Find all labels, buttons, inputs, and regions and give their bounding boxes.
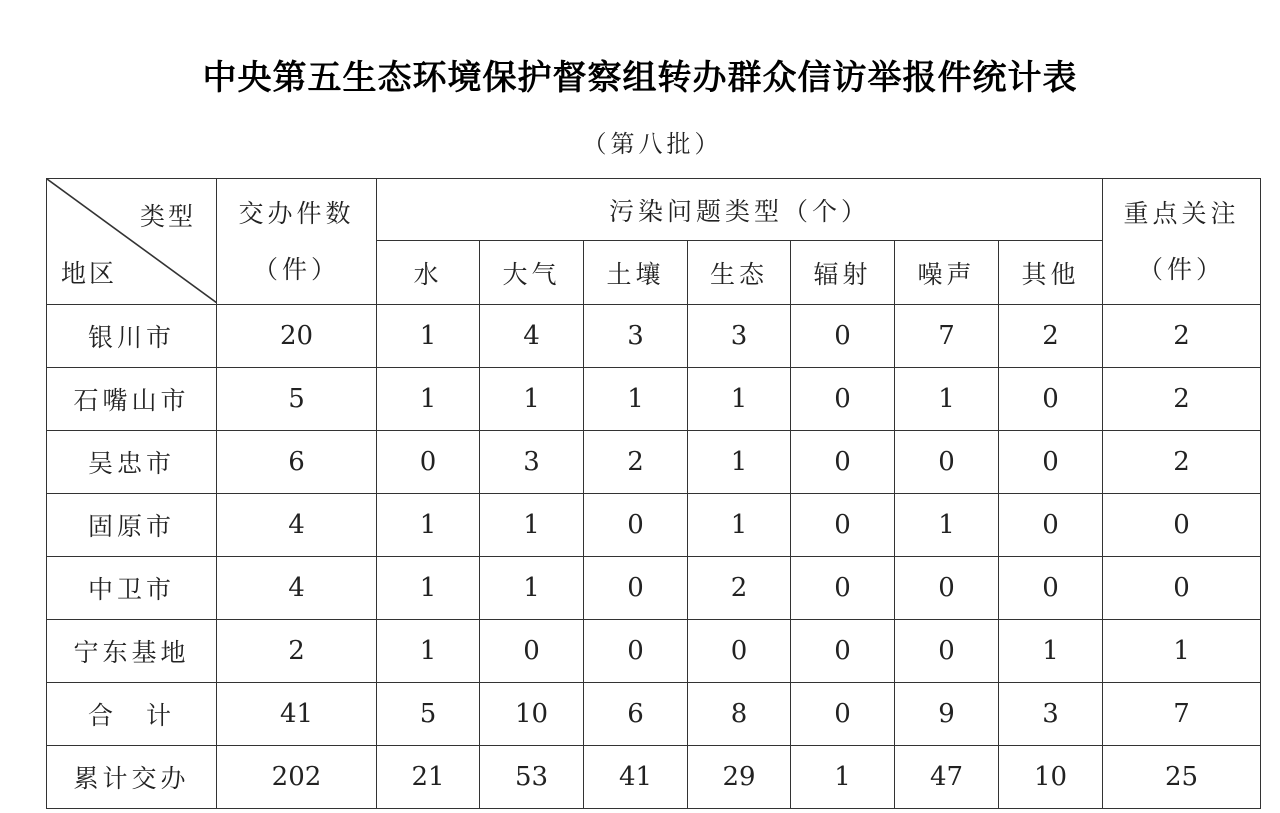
soil-cell: 2	[584, 431, 688, 494]
assigned-cell: 6	[217, 431, 377, 494]
region-cell: 吴忠市	[47, 431, 217, 494]
radiation-cell: 0	[791, 368, 895, 431]
type-header-water: 水	[377, 241, 480, 305]
other-cell: 2	[999, 305, 1103, 368]
total-row	[47, 683, 1261, 746]
assigned-cell: 4	[217, 557, 377, 620]
noise-cell: 0	[895, 620, 999, 683]
water-cell: 21	[377, 746, 480, 809]
other-cell: 0	[999, 494, 1103, 557]
soil-cell: 0	[584, 494, 688, 557]
water-cell: 1	[377, 368, 480, 431]
table-row	[47, 494, 1261, 557]
radiation-cell: 0	[791, 494, 895, 557]
assigned-cell: 20	[217, 305, 377, 368]
cumulative-row	[47, 746, 1261, 809]
radiation-cell: 0	[791, 305, 895, 368]
air-cell: 3	[480, 431, 584, 494]
other-cell: 0	[999, 368, 1103, 431]
radiation-cell: 0	[791, 620, 895, 683]
air-cell: 4	[480, 305, 584, 368]
corner-region-label: 地区	[61, 259, 118, 288]
other-cell: 3	[999, 683, 1103, 746]
type-header-ecology: 生态	[688, 241, 791, 305]
region-cell: 银川市	[47, 305, 217, 368]
assigned-cell: 2	[217, 620, 377, 683]
table-row	[47, 620, 1261, 683]
type-header-soil: 土壤	[584, 241, 688, 305]
ecology-cell: 3	[688, 305, 791, 368]
noise-cell: 47	[895, 746, 999, 809]
soil-cell: 1	[584, 368, 688, 431]
air-cell: 0	[480, 620, 584, 683]
focus-cell: 1	[1103, 620, 1261, 683]
radiation-cell: 0	[791, 557, 895, 620]
pollution-type-group-header: 污染问题类型（个）	[377, 179, 1103, 241]
air-cell: 1	[480, 557, 584, 620]
focus-header-line2: （件）	[1138, 254, 1226, 284]
assigned-cell: 5	[217, 368, 377, 431]
water-cell: 5	[377, 683, 480, 746]
assigned-count-header	[217, 179, 377, 305]
other-cell: 0	[999, 557, 1103, 620]
noise-cell: 0	[895, 431, 999, 494]
soil-cell: 6	[584, 683, 688, 746]
water-cell: 1	[377, 494, 480, 557]
air-cell: 53	[480, 746, 584, 809]
assigned-header-line1: 交办件数	[238, 198, 355, 228]
type-header-radiation: 辐射	[791, 241, 895, 305]
assigned-cell: 4	[217, 494, 377, 557]
ecology-cell: 1	[688, 431, 791, 494]
type-header-other: 其他	[999, 241, 1103, 305]
other-cell: 1	[999, 620, 1103, 683]
focus-cell: 0	[1103, 494, 1261, 557]
water-cell: 1	[377, 620, 480, 683]
region-cell: 石嘴山市	[47, 368, 217, 431]
noise-cell: 9	[895, 683, 999, 746]
ecology-cell: 0	[688, 620, 791, 683]
noise-cell: 1	[895, 368, 999, 431]
air-cell: 1	[480, 368, 584, 431]
header-row	[47, 179, 1261, 241]
table-row	[47, 305, 1261, 368]
radiation-cell: 1	[791, 746, 895, 809]
water-cell: 1	[377, 557, 480, 620]
type-header-noise: 噪声	[895, 241, 999, 305]
focus-cell: 7	[1103, 683, 1261, 746]
assigned-cell: 41	[217, 683, 377, 746]
table-row	[47, 431, 1261, 494]
air-cell: 1	[480, 494, 584, 557]
corner-type-label: 类型	[139, 202, 196, 231]
ecology-cell: 8	[688, 683, 791, 746]
ecology-cell: 1	[688, 368, 791, 431]
soil-cell: 0	[584, 620, 688, 683]
region-cell: 累计交办	[47, 746, 217, 809]
table-row	[47, 368, 1261, 431]
focus-header-line1: 重点关注	[1123, 198, 1240, 228]
focus-cell: 25	[1103, 746, 1261, 809]
region-cell: 中卫市	[47, 557, 217, 620]
focus-cell: 2	[1103, 305, 1261, 368]
soil-cell: 41	[584, 746, 688, 809]
ecology-cell: 29	[688, 746, 791, 809]
noise-cell: 1	[895, 494, 999, 557]
other-cell: 10	[999, 746, 1103, 809]
page-title: 中央第五生态环境保护督察组转办群众信访举报件统计表	[202, 58, 1078, 98]
air-cell: 10	[480, 683, 584, 746]
batch-subtitle: （第八批）	[582, 130, 723, 158]
other-cell: 0	[999, 431, 1103, 494]
ecology-cell: 2	[688, 557, 791, 620]
radiation-cell: 0	[791, 431, 895, 494]
statistics-table	[46, 178, 1261, 809]
soil-cell: 0	[584, 557, 688, 620]
radiation-cell: 0	[791, 683, 895, 746]
water-cell: 1	[377, 305, 480, 368]
noise-cell: 7	[895, 305, 999, 368]
focus-cell: 0	[1103, 557, 1261, 620]
focus-cell: 2	[1103, 368, 1261, 431]
ecology-cell: 1	[688, 494, 791, 557]
region-cell: 固原市	[47, 494, 217, 557]
region-cell: 宁东基地	[47, 620, 217, 683]
table-row	[47, 557, 1261, 620]
soil-cell: 3	[584, 305, 688, 368]
type-header-air: 大气	[480, 241, 584, 305]
region-cell: 合 计	[47, 683, 217, 746]
noise-cell: 0	[895, 557, 999, 620]
water-cell: 0	[377, 431, 480, 494]
corner-header-cell	[47, 179, 217, 305]
assigned-cell: 202	[217, 746, 377, 809]
focus-cell: 2	[1103, 431, 1261, 494]
focus-header	[1103, 179, 1261, 305]
assigned-header-line2: （件）	[252, 254, 340, 284]
